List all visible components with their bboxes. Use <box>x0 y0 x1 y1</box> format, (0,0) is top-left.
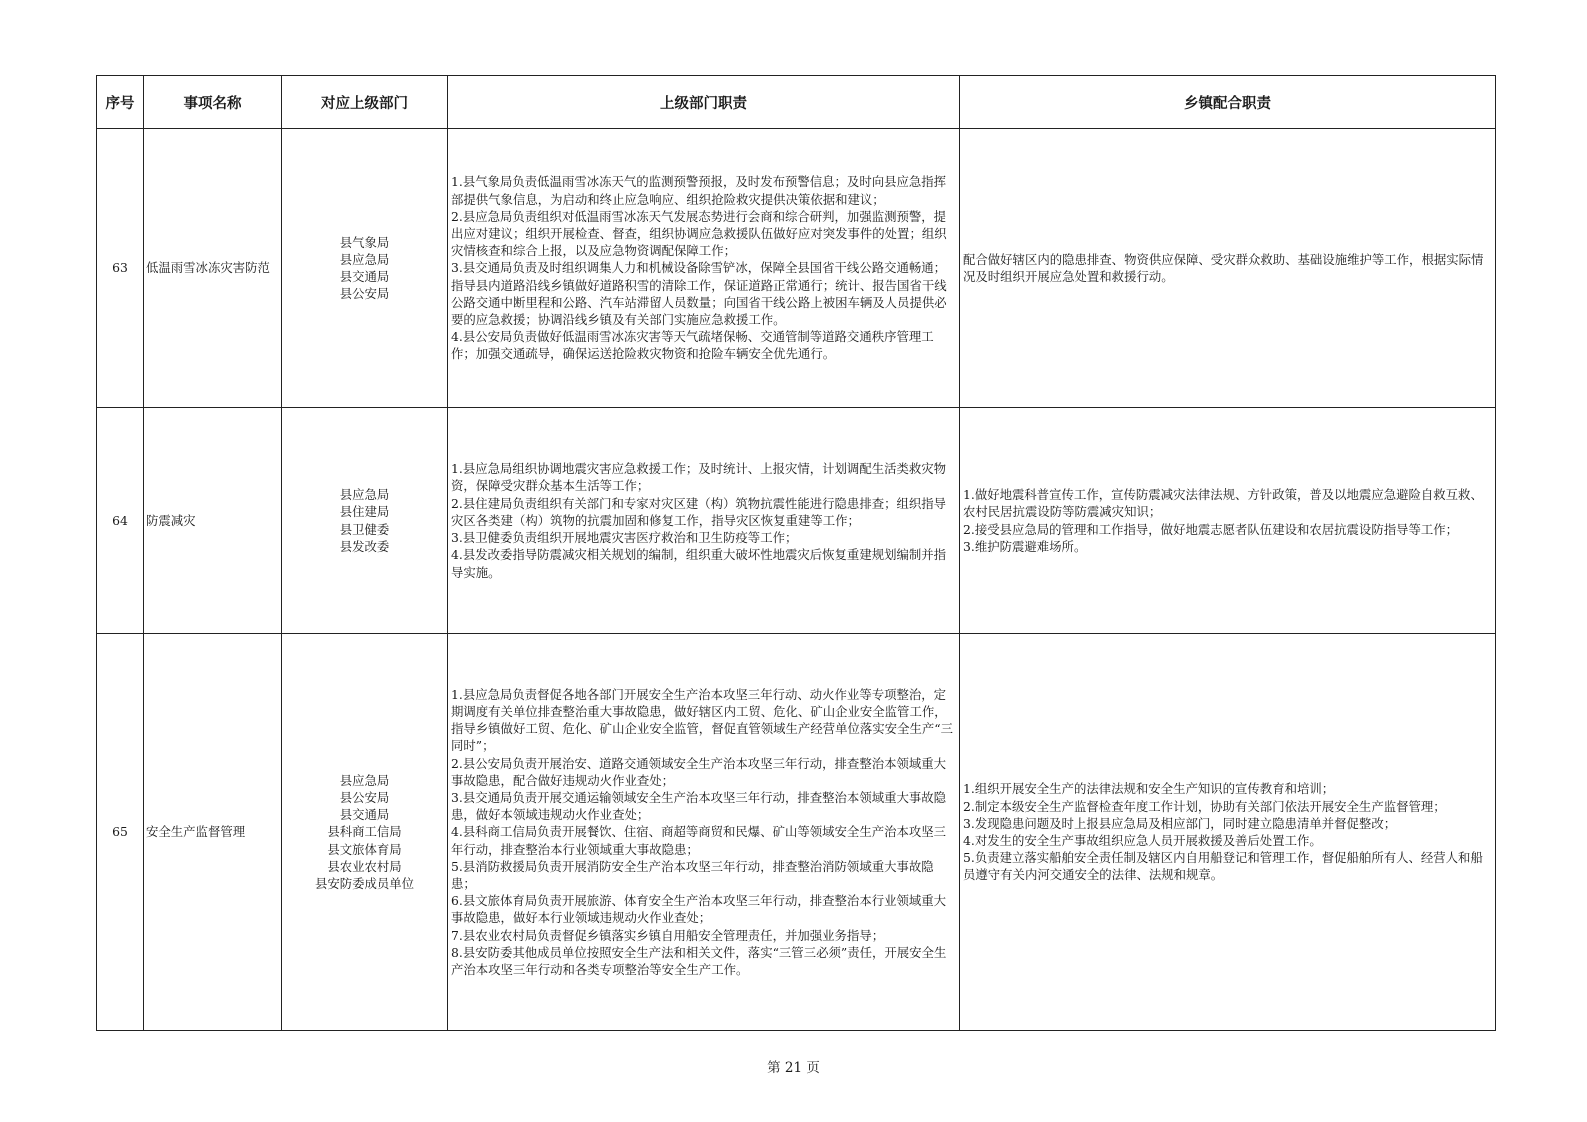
dept-item: 县公安局 <box>339 286 390 302</box>
dept-item: 县应急局 <box>339 251 390 267</box>
duty-item: 4.县发改委指导防震减灾相关规划的编制，组织重大破坏性地震灾后恢复重建规划编制并指导实施。 <box>451 547 947 580</box>
duty-item: 8.县安防委其他成员单位按照安全生产法和相关文件，落实“三管三必须”责任，开展安全生产治本攻坚三年行动和各类专项整治等安全生产工作。 <box>451 944 947 978</box>
duty-cell <box>448 634 960 1031</box>
row-number: 64 <box>97 408 144 634</box>
dept-item: 县科商工信局 <box>327 824 402 840</box>
town-item: 5.负责建立落实船舶安全责任制及辖区内自用船登记和管理工作，督促船舶所有人、经营人和船员遵守有关内河交通安全的法律、法规和规章。 <box>963 850 1483 883</box>
duty-item: 6.县文旅体育局负责开展旅游、体育安全生产治本攻坚三年行动，排查整治本行业领域重大事故隐患，做好本行业领域违规动火作业查处； <box>451 893 947 926</box>
duty-cell <box>448 129 960 408</box>
dept-item: 县气象局 <box>339 234 390 250</box>
duty-item: 4.县科商工信局负责开展餐饮、住宿、商超等商贸和民爆、矿山等领域安全生产治本攻坚三年行动，排查整治本行业领域重大事故隐患； <box>451 824 947 857</box>
dept-item: 县农业农村局 <box>327 858 402 874</box>
town-item: 配合做好辖区内的隐患排查、物资供应保障、受灾群众救助、基础设施维护等工作，根据实际情况及时组织开展应急处置和救援行动。 <box>963 251 1484 284</box>
table-row <box>97 408 1496 634</box>
town-item: 3.发现隐患问题及时上报县应急局及相应部门，同时建立隐患清单并督促整改； <box>963 815 1397 831</box>
dept-item: 县安防委成员单位 <box>314 876 415 891</box>
header-num: 序号 <box>97 76 144 129</box>
dept-item: 县住建局 <box>339 504 390 520</box>
dept-item: 县发改委 <box>339 538 390 554</box>
header-town: 乡镇配合职责 <box>960 76 1496 129</box>
item-name: 低温雨雪冰冻灾害防范 <box>144 129 282 408</box>
duty-item: 3.县卫健委负责组织开展地震灾害医疗救治和卫生防疫等工作； <box>451 530 798 546</box>
duty-item: 1.县气象局负责低温雨雪冰冻天气的监测预警预报，及时发布预警信息；及时向县应急指挥部提供气象信息，为启动和终止应急响应、组织抢险救灾提供决策依据和建议； <box>451 174 947 207</box>
duty-item: 3.县交通局负责及时组织调集人力和机械设备除雪铲冰，保障全县国省干线公路交通畅通；指导县内道路沿线乡镇做好道路积雪的清除工作，保证道路正常通行；统计、报告国省干线公路交通中断里程和公路、汽车站滞留人员数量；向国省干线公路上被困车辆及人员提供必要的应急救援；协调沿线乡镇及有关部门实施应急救援工作。 <box>451 260 947 327</box>
duty-item: 5.县消防救援局负责开展消防安全生产治本攻坚三年行动，排查整治消防领域重大事故隐患； <box>451 858 934 891</box>
item-name: 防震减灾 <box>144 408 282 634</box>
duty-item: 2.县公安局负责开展治安、道路交通领域安全生产治本攻坚三年行动，排查整治本领域重大事故隐患，配合做好违规动火作业查处； <box>451 755 947 788</box>
town-item: 2.接受县应急局的管理和工作指导，做好地震志愿者队伍建设和农居抗震设防指导等工作； <box>963 521 1459 537</box>
town-item: 3.维护防震避难场所。 <box>963 538 1087 554</box>
dept-list <box>282 408 448 634</box>
dept-item: 县交通局 <box>339 269 390 284</box>
duty-cell <box>448 408 960 634</box>
town-cell <box>960 129 1496 408</box>
dept-item: 县卫健委 <box>339 521 390 537</box>
dept-item: 县交通局 <box>339 807 390 823</box>
table-row <box>97 129 1496 408</box>
town-item: 1.组织开展安全生产的法律法规和安全生产知识的宣传教育和培训； <box>963 781 1335 797</box>
header-dept: 对应上级部门 <box>282 76 448 129</box>
town-item: 4.对发生的安全生产事故组织应急人员开展救援及善后处置工作。 <box>963 833 1322 848</box>
header-row <box>97 76 1496 129</box>
town-cell <box>960 408 1496 634</box>
duty-item: 1.县应急局负责督促各地各部门开展安全生产治本攻坚三年行动、动火作业等专项整治，定期调度有关单位排查整治重大事故隐患，做好辖区内工贸、危化、矿山企业安全监管工作，指导乡镇做好工贸、危化、矿山企业安全监管，督促直管领域生产经营单位落实安全生产“三同时”； <box>451 686 953 754</box>
dept-list <box>282 634 448 1031</box>
dept-item: 县应急局 <box>339 772 390 788</box>
dept-item: 县公安局 <box>339 789 390 805</box>
row-number: 63 <box>97 129 144 408</box>
duty-item: 3.县交通局负责开展交通运输领域安全生产治本攻坚三年行动，排查整治本领域重大事故隐患，做好本领域违规动火作业查处； <box>451 789 947 823</box>
page-number: 第 21 页 <box>767 1060 820 1076</box>
duty-item: 2.县住建局负责组织有关部门和专家对灾区建（构）筑物抗震性能进行隐患排查；组织指导灾区各类建（构）筑物的抗震加固和修复工作，指导灾区恢复重建等工作； <box>451 495 947 528</box>
town-cell <box>960 634 1496 1031</box>
town-item: 2.制定本级安全生产监督检查年度工作计划，协助有关部门依法开展安全生产监督管理； <box>963 798 1446 814</box>
duty-item: 4.县公安局负责做好低温雨雪冰冻灾害等天气疏堵保畅、交通管制等道路交通秩序管理工作；加强交通疏导，确保运送抢险救灾物资和抢险车辆安全优先通行。 <box>451 329 934 362</box>
dept-item: 县文旅体育局 <box>327 841 402 857</box>
duty-item: 1.县应急局组织协调地震灾害应急救援工作；及时统计、上报灾情，计划调配生活类救灾物资，保障受灾群众基本生活等工作； <box>451 461 947 494</box>
item-name: 安全生产监督管理 <box>144 634 282 1031</box>
responsibility-table <box>96 75 1496 1031</box>
town-item: 1.做好地震科普宣传工作，宣传防震减灾法律法规、方针政策，普及以地震应急避险自救互救、农村民居抗震设防等防震减灾知识； <box>963 487 1483 520</box>
table-row <box>97 634 1496 1031</box>
dept-item: 县应急局 <box>339 487 390 503</box>
header-duty: 上级部门职责 <box>448 76 960 129</box>
row-number: 65 <box>97 634 144 1031</box>
header-name: 事项名称 <box>144 76 282 129</box>
dept-list <box>282 129 448 408</box>
duty-item: 2.县应急局负责组织对低温雨雪冰冻天气发展态势进行会商和综合研判，加强监测预警，提出应对建议；组织开展检查、督查，组织协调应急救援队伍做好应对突发事件的处置；组织灾情核查和综合上报，以及应急物资调配保障工作； <box>451 208 947 259</box>
duty-item: 7.县农业农村局负责督促乡镇落实乡镇自用船安全管理责任，并加强业务指导； <box>451 927 885 943</box>
